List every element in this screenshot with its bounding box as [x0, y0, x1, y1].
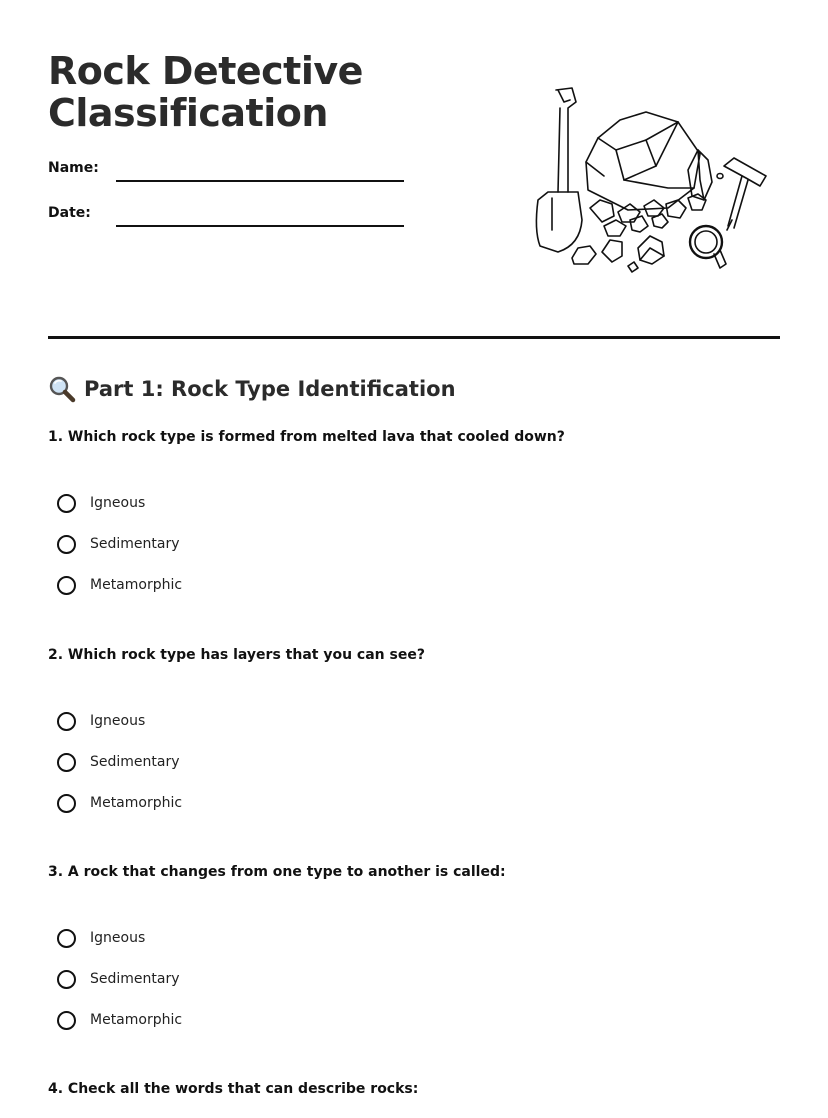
- question-3: 3. A rock that changes from one type to another is called:: [48, 864, 506, 880]
- option-label: Sedimentary: [90, 754, 180, 770]
- option-label: Metamorphic: [90, 577, 183, 593]
- option-label: Metamorphic: [90, 1012, 183, 1028]
- page-title: [48, 50, 468, 134]
- date-field: [48, 205, 408, 229]
- option-igneous[interactable]: [57, 925, 145, 951]
- radio-button[interactable]: [57, 535, 76, 554]
- radio-button[interactable]: [57, 712, 76, 731]
- magnifier-icon: [48, 375, 76, 403]
- radio-button[interactable]: [57, 576, 76, 595]
- question-2: 2. Which rock type has layers that you can see?: [48, 647, 425, 663]
- radio-button[interactable]: [57, 753, 76, 772]
- question-1: 1. Which rock type is formed from melted lava that cooled down?: [48, 429, 565, 445]
- option-metamorphic[interactable]: [57, 1007, 182, 1033]
- option-label: Metamorphic: [90, 795, 183, 811]
- radio-button[interactable]: [57, 494, 76, 513]
- rock-tools-illustration-icon: [528, 80, 778, 280]
- radio-button[interactable]: [57, 970, 76, 989]
- section-divider: [48, 336, 780, 339]
- option-igneous[interactable]: [57, 490, 145, 516]
- radio-button[interactable]: [57, 794, 76, 813]
- option-label: Sedimentary: [90, 971, 180, 987]
- name-field: [48, 160, 408, 184]
- radio-button[interactable]: [57, 1011, 76, 1030]
- option-sedimentary[interactable]: [57, 966, 180, 992]
- date-input-line[interactable]: [116, 225, 404, 227]
- title-line-2: Classification: [48, 91, 328, 135]
- date-label: Date:: [48, 205, 91, 221]
- option-label: Igneous: [90, 713, 146, 729]
- title-line-1: Rock Detective: [48, 49, 363, 93]
- name-label: Name:: [48, 160, 99, 176]
- question-4: 4. Check all the words that can describe rocks:: [48, 1081, 419, 1097]
- section-title-text: Part 1: Rock Type Identification: [84, 377, 456, 401]
- option-metamorphic[interactable]: [57, 790, 182, 816]
- name-input-line[interactable]: [116, 180, 404, 182]
- option-sedimentary[interactable]: [57, 531, 180, 557]
- option-metamorphic[interactable]: [57, 572, 182, 598]
- option-label: Sedimentary: [90, 536, 180, 552]
- section-title-part-1: [48, 374, 456, 404]
- radio-button[interactable]: [57, 929, 76, 948]
- option-sedimentary[interactable]: [57, 749, 180, 775]
- option-igneous[interactable]: [57, 708, 145, 734]
- option-label: Igneous: [90, 930, 146, 946]
- option-label: Igneous: [90, 495, 146, 511]
